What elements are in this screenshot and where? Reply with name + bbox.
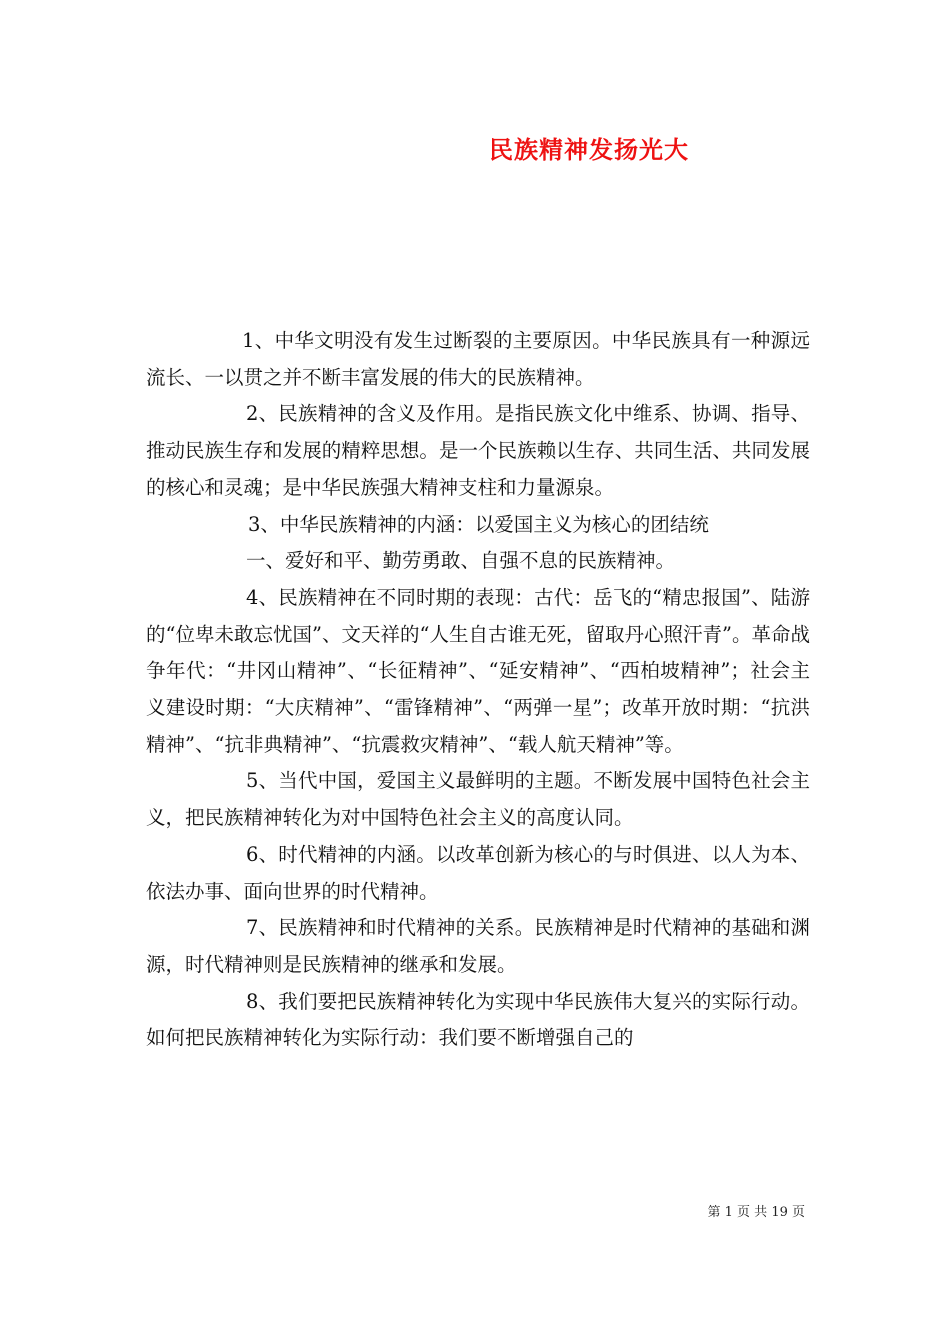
- paragraph-7: 7、民族精神和时代精神的关系。民族精神是时代精神的基础和渊源，时代精神则是民族精神的继承和发展。: [146, 916, 810, 976]
- paragraph-3-continued: 一、爱好和平、勤劳勇敢、自强不息的民族精神。: [246, 549, 676, 573]
- paragraph-8: 8、我们要把民族精神转化为实现中华民族伟大复兴的实际行动。如何把民族精神转化为实际行动：我们要不断增强自己的: [146, 989, 810, 1050]
- paragraph-6: 6、时代精神的内涵。以改革创新为核心的与时俱进、以人为本、依法办事、面向世界的时代精神。: [146, 842, 810, 903]
- page-footer: 第 1 页 共 19 页: [707, 1205, 805, 1220]
- paragraph-3: 3、中华民族精神的内涵：以爱国主义为核心的团结统: [248, 512, 709, 536]
- paragraph-4: 4、民族精神在不同时期的表现：古代：岳飞的“精忠报国”、陆游的“位卑未敢忘忧国”、文天祥的“人生自古谁无死，留取丹心照汗青”。革命战争年代：“井冈山精神”、“长征精神”、“延安精神”、“西柏坡精神”；社会主义建设时期：“大庆精神”、“雷锋精神”、“两弹一星”；改革开放时期：“抗洪精神”、“抗非典精神”、“抗震救灾精神”、“载人航天精神”等。: [146, 585, 810, 756]
- paragraph-2: 2、民族精神的含义及作用。是指民族文化中维系、协调、指导、推动民族生存和发展的精粹思想。是一个民族赖以生存、共同生活、共同发展的核心和灵魂；是中华民族强大精神支柱和力量源泉。: [146, 402, 810, 499]
- paragraph-5: 5、当代中国，爱国主义最鲜明的主题。不断发展中国特色社会主义，把民族精神转化为对中国特色社会主义的高度认同。: [146, 769, 810, 830]
- paragraph-1: 1、中华文明没有发生过断裂的主要原因。中华民族具有一种源远流长、一以贯之并不断丰富发展的伟大的民族精神。: [146, 329, 810, 389]
- document-title: 民族精神发扬光大: [489, 136, 689, 164]
- document-body: [146, 323, 810, 1057]
